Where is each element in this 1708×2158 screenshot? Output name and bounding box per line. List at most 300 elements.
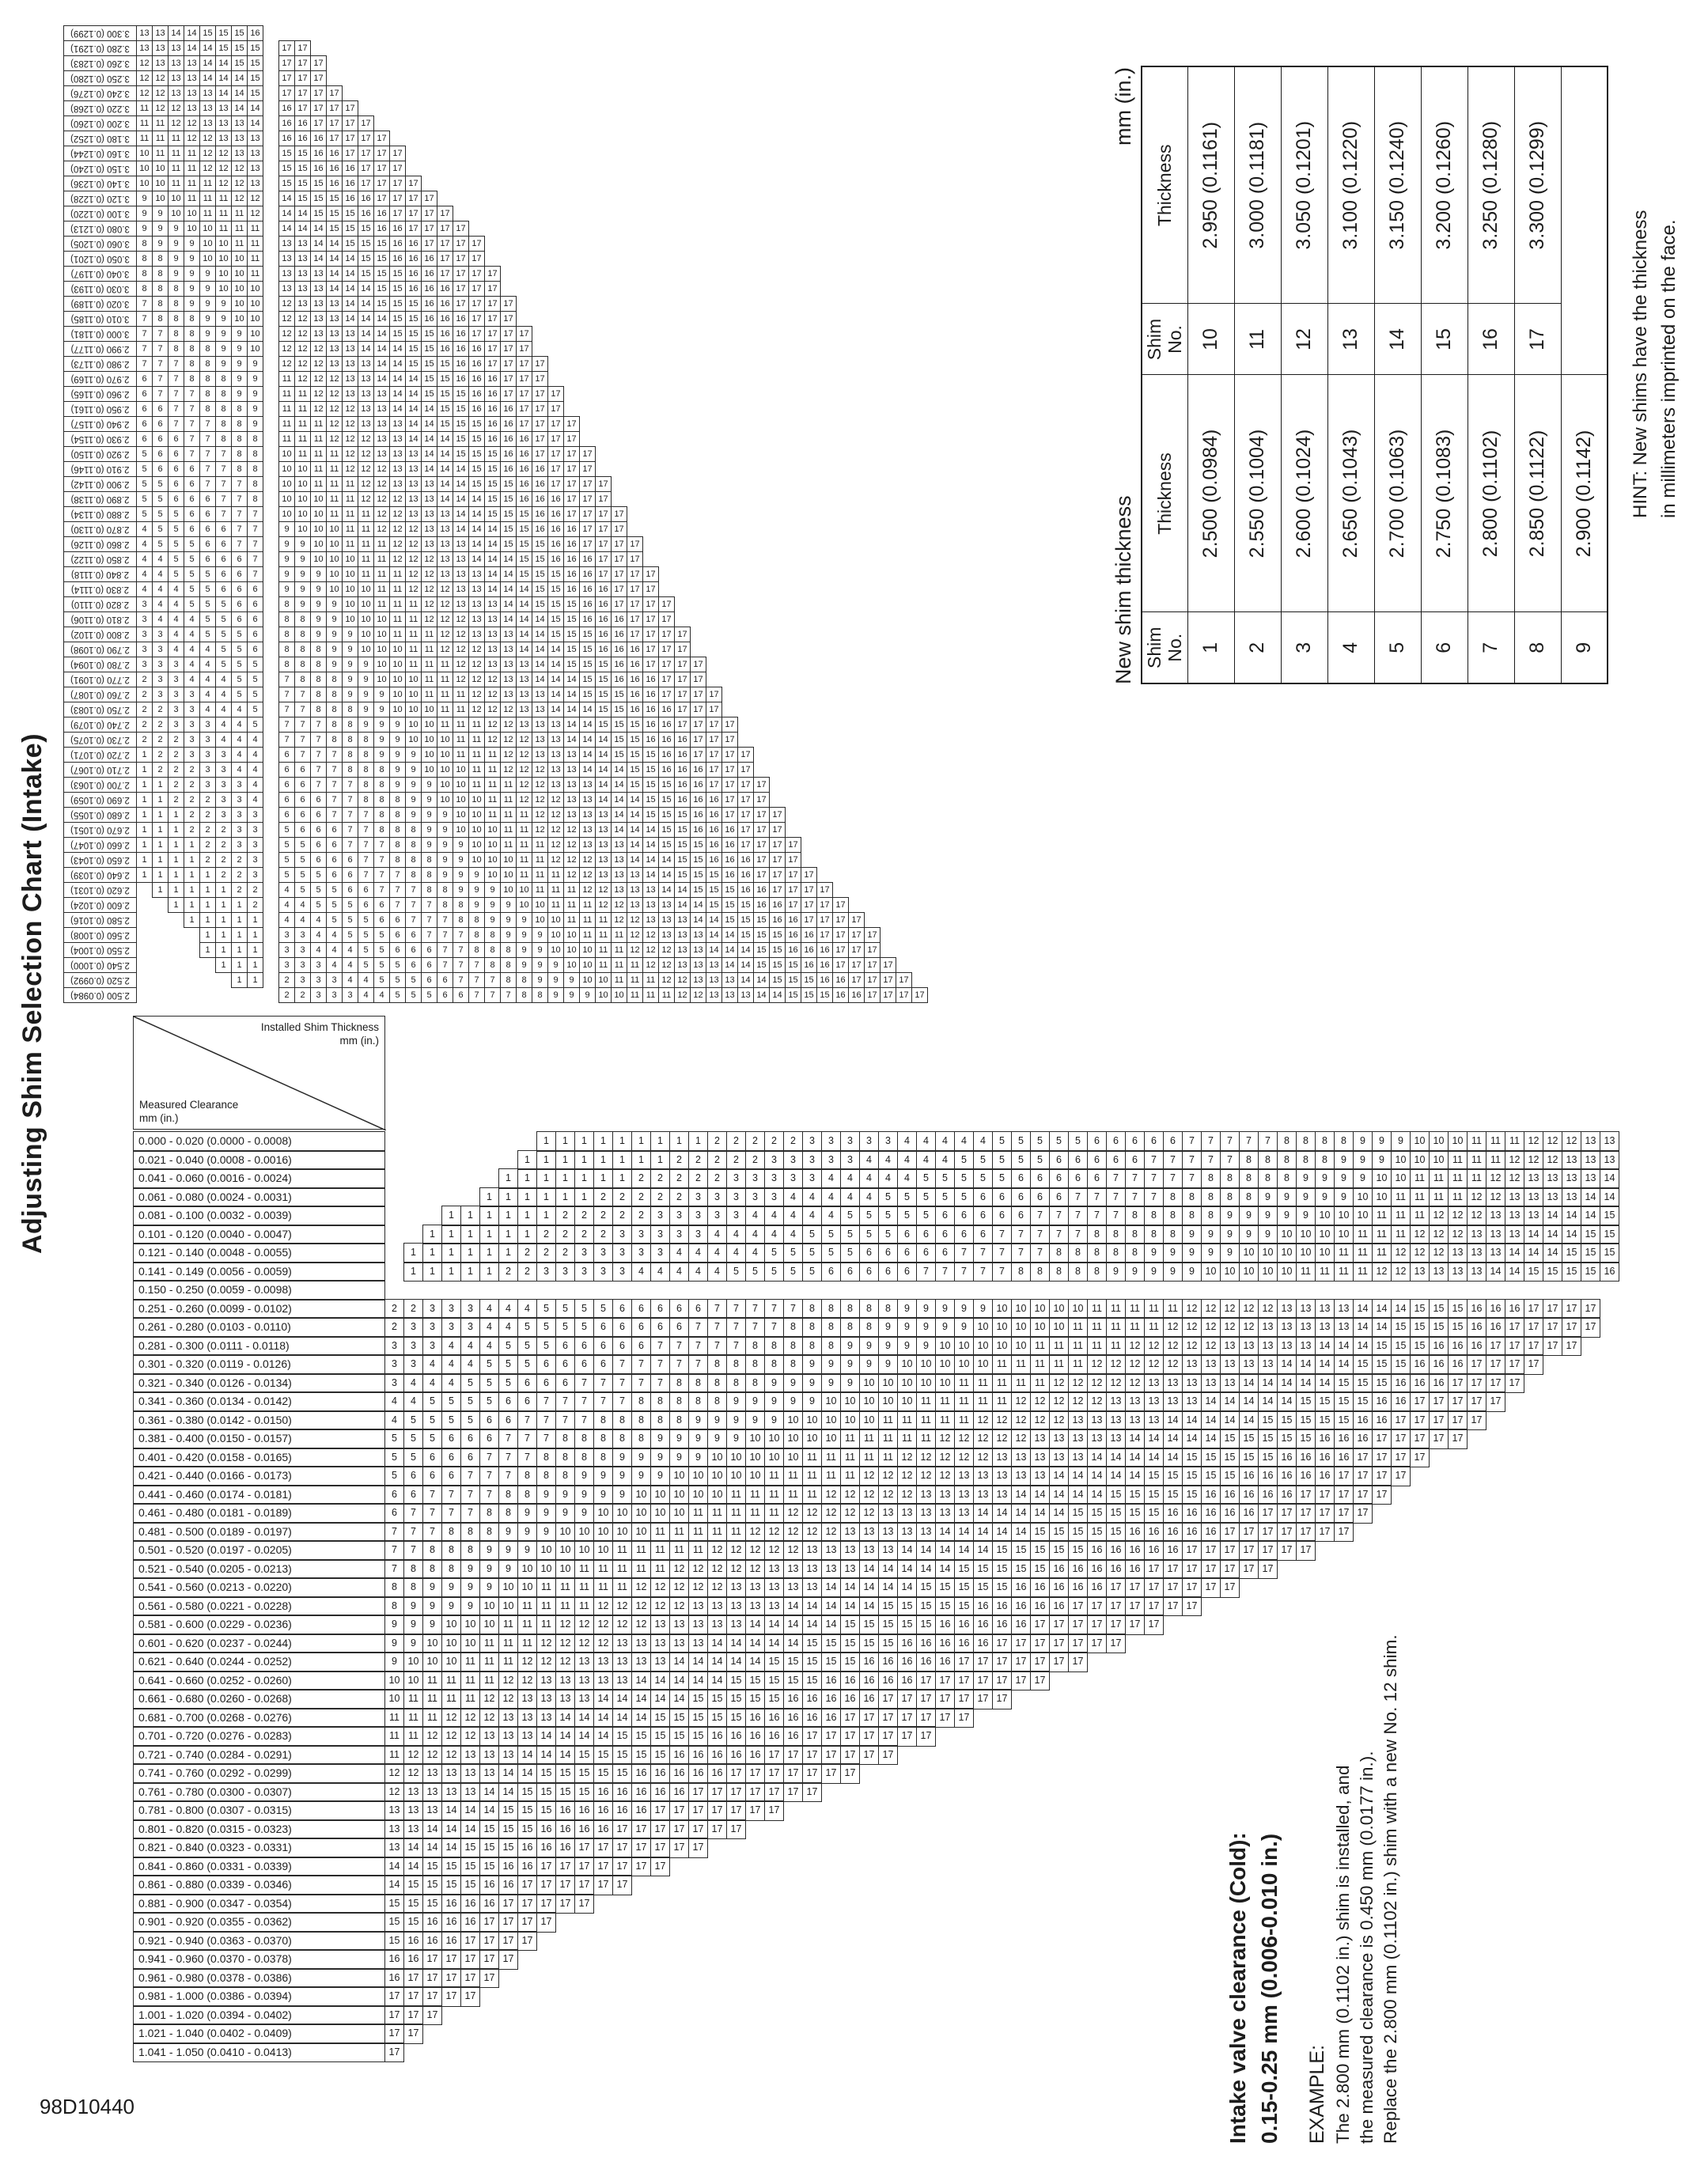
shim-number-cell: 11 xyxy=(611,942,627,958)
shim-number-cell: 17 xyxy=(516,341,532,357)
shim-number-cell: 15 xyxy=(1429,1317,1449,1338)
shim-number-cell: 17 xyxy=(706,762,722,778)
shim-number-cell: 16 xyxy=(802,1708,822,1728)
shim-number-cell: 10 xyxy=(821,1391,841,1412)
shim-number-cell: 12 xyxy=(231,176,248,191)
shim-number-cell: 4 xyxy=(278,912,295,928)
shim-number-cell: 12 xyxy=(992,1410,1012,1431)
shim-number-cell: 14 xyxy=(384,1875,404,1895)
shim-number-cell: 8 xyxy=(574,1429,594,1449)
shim-number-cell: 3 xyxy=(726,1168,746,1189)
shim-number-cell: 15 xyxy=(294,146,311,161)
shim-number-cell: 1 xyxy=(152,777,169,793)
shim-number-cell: 9 xyxy=(1144,1262,1164,1282)
shim-number-cell: 12 xyxy=(405,521,422,537)
shim-number-cell: 7 xyxy=(726,1336,746,1357)
shim-number-cell: 5 xyxy=(1011,1150,1031,1171)
shim-number-cell: 12 xyxy=(358,491,374,507)
shim-number-cell: 13 xyxy=(783,1577,803,1598)
shim-number-cell: 16 xyxy=(859,1689,879,1709)
installed-thickness-label: 2.890 (0.1138) xyxy=(63,491,137,507)
shim-number-cell: 6 xyxy=(517,1391,537,1412)
shim-number-cell: 17 xyxy=(517,1931,537,1952)
shim-number-cell: 14 xyxy=(517,1763,537,1784)
shim-number-cell: 14 xyxy=(669,1652,689,1672)
shim-number-cell: 1 xyxy=(460,1206,480,1226)
shim-number-cell: 14 xyxy=(484,581,501,597)
shim-number-cell: 10 xyxy=(422,1652,442,1672)
shim-number-cell: 15 xyxy=(783,1671,803,1691)
shim-number-cell: 8 xyxy=(764,1354,784,1375)
shim-number-cell: 11 xyxy=(373,596,390,612)
shim-number-cell: 13 xyxy=(403,1800,423,1821)
shim-number-cell: 17 xyxy=(441,1949,461,1970)
shim-number-cell: 17 xyxy=(721,747,738,763)
shim-number-cell: 17 xyxy=(342,131,358,146)
shim-number-cell: 11 xyxy=(935,1410,955,1431)
shim-number-cell: 9 xyxy=(342,672,358,687)
shim-number-cell: 13 xyxy=(1220,1336,1240,1357)
shim-number-cell: 12 xyxy=(437,581,453,597)
shim-number-cell: 12 xyxy=(136,55,153,71)
shim-number-cell: 14 xyxy=(631,1708,651,1728)
shim-number-cell: 13 xyxy=(437,551,453,567)
shim-number-cell: 10 xyxy=(437,747,453,763)
shim-number-cell: 11 xyxy=(536,1596,556,1617)
shim-number-cell: 17 xyxy=(764,1800,784,1821)
measured-clearance-label: 0.621 - 0.640 (0.0244 - 0.0252) xyxy=(133,1652,385,1672)
shim-number-cell: 11 xyxy=(421,687,437,702)
shim-number-cell: 4 xyxy=(916,1131,936,1152)
shim-number-cell: 13 xyxy=(631,1634,651,1654)
shim-number-cell: 14 xyxy=(294,221,311,237)
shim-number-cell: 16 xyxy=(1467,1299,1486,1319)
shim-number-cell: 13 xyxy=(500,642,517,657)
shim-number-cell: 1 xyxy=(215,942,232,958)
shim-number-cell: 13 xyxy=(1486,1206,1505,1226)
shim-number-cell: 4 xyxy=(247,747,263,763)
shim-number-cell: 4 xyxy=(897,1131,917,1152)
shim-number-cell: 5 xyxy=(168,536,184,552)
shim-number-cell: 8 xyxy=(555,1429,575,1449)
shim-number-cell: 9 xyxy=(199,296,216,312)
shim-number-cell: 12 xyxy=(516,792,532,808)
measured-clearance-label: 0.381 - 0.400 (0.0150 - 0.0157) xyxy=(133,1429,385,1449)
shim-number-cell: 13 xyxy=(1429,1262,1449,1282)
shim-number-cell: 12 xyxy=(1239,1317,1259,1338)
shim-number-cell: 6 xyxy=(326,837,343,853)
shim-number-cell: 4 xyxy=(764,1206,784,1226)
shim-number-cell: 17 xyxy=(310,70,327,86)
shim-number-cell: 15 xyxy=(1182,1448,1202,1468)
shim-number-cell: 9 xyxy=(389,777,406,793)
shim-number-cell: 8 xyxy=(152,311,169,327)
shim-number-cell: 12 xyxy=(389,551,406,567)
shim-number-cell: 8 xyxy=(278,611,295,627)
shim-number-cell: 4 xyxy=(215,732,232,748)
shim-number-cell: 14 xyxy=(563,672,580,687)
shim-number-cell: 10 xyxy=(547,912,564,928)
shim-number-cell: 14 xyxy=(737,942,754,958)
shim-number-cell: 10 xyxy=(973,1354,993,1375)
shim-number-cell: 14 xyxy=(650,1689,670,1709)
shim-number-cell: 10 xyxy=(215,251,232,267)
shim-number-cell: 12 xyxy=(500,732,517,748)
shim-number-cell: 14 xyxy=(783,1615,803,1635)
shim-number-cell: 5 xyxy=(199,627,216,642)
shim-number-cell: 12 xyxy=(802,1503,822,1524)
shim-number-cell: 9 xyxy=(1220,1206,1240,1226)
installed-thickness-label: 3.220 (0.1268) xyxy=(63,100,137,116)
shim-number-cell: 14 xyxy=(1125,1466,1145,1486)
shim-number-cell: 17 xyxy=(954,1671,974,1691)
shim-number-cell: 16 xyxy=(516,491,532,507)
shim-number-cell: 14 xyxy=(437,446,453,462)
shim-number-cell: 14 xyxy=(460,1819,480,1840)
shim-number-cell: 13 xyxy=(199,115,216,131)
shim-number-cell: 8 xyxy=(1125,1243,1145,1263)
shim-number-cell: 15 xyxy=(500,506,517,522)
shim-number-cell: 9 xyxy=(294,566,311,582)
shim-number-cell: 13 xyxy=(479,1726,499,1747)
shim-number-cell: 9 xyxy=(389,717,406,733)
shim-number-cell: 16 xyxy=(745,1726,765,1747)
shim-number-cell: 9 xyxy=(1220,1243,1240,1263)
shim-number-cell: 17 xyxy=(753,867,770,883)
shim-number-cell: 7 xyxy=(1163,1168,1183,1189)
shim-number-cell: 14 xyxy=(878,1559,898,1580)
shim-number-cell: 14 xyxy=(247,115,263,131)
shim-number-cell: 8 xyxy=(707,1354,727,1375)
shim-number-cell: 6 xyxy=(1087,1131,1107,1152)
shim-number-cell: 10 xyxy=(389,657,406,672)
shim-number-cell: 17 xyxy=(821,1763,841,1784)
shim-number-cell: 10 xyxy=(294,521,311,537)
shim-number-cell: 16 xyxy=(1125,1522,1145,1543)
shim-number-cell: 7 xyxy=(650,1354,670,1375)
shim-number-cell: 17 xyxy=(373,161,390,176)
shim-number-cell: 16 xyxy=(437,281,453,297)
shim-number-cell: 16 xyxy=(1220,1503,1240,1524)
shim-number-cell: 9 xyxy=(384,1615,404,1635)
shim-number-cell: 5 xyxy=(897,1206,917,1226)
new-shim-cell: 12 xyxy=(1281,304,1327,375)
shim-number-cell: 17 xyxy=(674,702,691,717)
shim-number-cell: 16 xyxy=(1353,1410,1373,1431)
shim-number-cell: 10 xyxy=(278,506,295,522)
shim-number-cell: 7 xyxy=(954,1243,974,1263)
shim-number-cell: 16 xyxy=(769,897,786,913)
shim-number-cell: 13 xyxy=(310,266,327,282)
shim-number-cell: 10 xyxy=(1258,1262,1278,1282)
shim-number-cell: 16 xyxy=(373,206,390,221)
shim-number-cell: 9 xyxy=(247,371,263,387)
shim-number-cell: 7 xyxy=(278,687,295,702)
shim-number-cell: 5 xyxy=(574,1317,594,1338)
shim-number-cell: 11 xyxy=(1505,1131,1524,1152)
shim-number-cell: 17 xyxy=(658,596,675,612)
shim-number-cell: 3 xyxy=(184,702,200,717)
shim-number-cell: 15 xyxy=(247,40,263,56)
measured-clearance-label: 0.681 - 0.700 (0.0268 - 0.0276) xyxy=(133,1708,385,1728)
shim-number-cell: 10 xyxy=(278,461,295,477)
shim-number-cell: 16 xyxy=(403,1949,423,1970)
shim-number-cell: 5 xyxy=(479,1354,499,1375)
shim-number-cell: 7 xyxy=(593,1391,613,1412)
shim-number-cell: 11 xyxy=(136,100,153,116)
shim-number-cell: 14 xyxy=(1277,1391,1297,1412)
shim-number-cell: 2 xyxy=(199,792,216,808)
shim-number-cell: 12 xyxy=(1467,1206,1486,1226)
shim-number-cell: 7 xyxy=(484,987,501,1003)
shim-number-cell: 17 xyxy=(1144,1615,1164,1635)
shim-number-cell: 7 xyxy=(1201,1150,1221,1171)
shim-number-cell: 15 xyxy=(642,747,659,763)
shim-number-cell: 12 xyxy=(484,732,501,748)
shim-number-cell: 14 xyxy=(532,611,548,627)
shim-number-cell: 14 xyxy=(916,1540,936,1561)
shim-number-cell: 9 xyxy=(1163,1262,1183,1282)
shim-number-cell: 6 xyxy=(479,1429,499,1449)
shim-number-cell: 13 xyxy=(484,627,501,642)
shim-number-cell: 17 xyxy=(1296,1540,1316,1561)
shim-number-cell: 7 xyxy=(1068,1206,1088,1226)
shim-number-cell: 11 xyxy=(484,777,501,793)
shim-number-cell: 13 xyxy=(821,1559,841,1580)
shim-number-cell: 17 xyxy=(1106,1615,1126,1635)
shim-number-cell: 16 xyxy=(563,566,580,582)
shim-number-cell: 11 xyxy=(642,987,659,1003)
shim-number-cell: 17 xyxy=(1410,1429,1430,1449)
shim-number-cell: 14 xyxy=(1144,1429,1164,1449)
shim-number-cell: 16 xyxy=(1220,1485,1240,1505)
shim-number-cell: 10 xyxy=(247,296,263,312)
shim-number-cell: 17 xyxy=(690,732,706,748)
shim-number-cell: 15 xyxy=(992,1540,1012,1561)
shim-number-cell: 15 xyxy=(954,1577,974,1598)
shim-number-cell: 15 xyxy=(726,1671,746,1691)
shim-number-cell: 9 xyxy=(669,1429,689,1449)
shim-number-cell: 16 xyxy=(532,506,548,522)
shim-number-cell: 13 xyxy=(484,596,501,612)
shim-number-cell: 15 xyxy=(441,1875,461,1895)
shim-number-cell: 14 xyxy=(707,1671,727,1691)
shim-number-cell: 5 xyxy=(184,596,200,612)
shim-number-cell: 12 xyxy=(389,521,406,537)
shim-number-cell: 11 xyxy=(500,807,517,823)
shim-number-cell: 7 xyxy=(373,882,390,898)
shim-number-cell: 2 xyxy=(199,807,216,823)
shim-number-cell: 10 xyxy=(294,491,311,507)
shim-number-cell: 13 xyxy=(405,491,422,507)
shim-number-cell: 17 xyxy=(864,957,881,973)
shim-number-cell: 16 xyxy=(1448,1354,1468,1375)
shim-number-cell: 12 xyxy=(498,1671,518,1691)
shim-number-cell: 17 xyxy=(1581,1299,1600,1319)
shim-number-cell: 9 xyxy=(231,341,248,357)
shim-number-cell: 17 xyxy=(935,1671,955,1691)
shim-number-cell: 6 xyxy=(294,807,311,823)
shim-number-cell: 14 xyxy=(389,356,406,372)
shim-number-cell: 11 xyxy=(231,221,248,237)
shim-number-cell: 15 xyxy=(516,566,532,582)
shim-number-cell: 9 xyxy=(821,1354,841,1375)
shim-number-cell: 4 xyxy=(326,927,343,943)
shim-number-cell: 13 xyxy=(612,1671,632,1691)
shim-number-cell: 9 xyxy=(460,1596,480,1617)
shim-number-cell: 16 xyxy=(992,1596,1012,1617)
shim-number-cell: 12 xyxy=(547,852,564,868)
new-shim-title-text: New shim thickness xyxy=(1112,495,1135,684)
measured-clearance-label: 0.261 - 0.280 (0.0103 - 0.0110) xyxy=(133,1317,385,1338)
shim-number-cell: 13 xyxy=(516,702,532,717)
shim-number-cell: 15 xyxy=(954,1596,974,1617)
shim-number-cell: 13 xyxy=(479,1745,499,1766)
shim-number-cell: 9 xyxy=(199,311,216,327)
shim-number-cell: 5 xyxy=(992,1168,1012,1189)
shim-number-cell: 9 xyxy=(1353,1131,1373,1152)
shim-number-cell: 1 xyxy=(517,1225,537,1245)
shim-number-cell: 17 xyxy=(468,236,485,252)
shim-number-cell: 10 xyxy=(1030,1299,1050,1319)
shim-number-cell: 5 xyxy=(783,1243,803,1263)
shim-number-cell: 13 xyxy=(690,972,706,988)
shim-number-cell: 16 xyxy=(954,1634,974,1654)
shim-number-cell: 12 xyxy=(479,1689,499,1709)
shim-number-cell: 17 xyxy=(642,627,659,642)
shim-number-cell: 15 xyxy=(1068,1540,1088,1561)
shim-number-cell: 17 xyxy=(1220,1540,1240,1561)
shim-number-cell: 13 xyxy=(935,1503,955,1524)
shim-number-cell: 14 xyxy=(611,822,627,838)
new-shim-cell: 3.300 (0.1299) xyxy=(1514,66,1561,304)
shim-number-cell: 9 xyxy=(1182,1262,1202,1282)
shim-number-cell: 11 xyxy=(1448,1150,1468,1171)
shim-number-cell: 7 xyxy=(954,1262,974,1282)
shim-number-cell: 8 xyxy=(326,687,343,702)
shim-number-cell: 13 xyxy=(1562,1150,1581,1171)
shim-number-cell: 10 xyxy=(726,1448,746,1468)
shim-number-cell: 12 xyxy=(612,1615,632,1635)
shim-number-cell: 17 xyxy=(421,221,437,237)
shim-number-cell: 7 xyxy=(1011,1243,1031,1263)
shim-number-cell: 11 xyxy=(215,206,232,221)
shim-number-cell: 8 xyxy=(136,266,153,282)
shim-number-cell: 15 xyxy=(840,1634,860,1654)
shim-number-cell: 17 xyxy=(611,581,627,597)
shim-number-cell: 2 xyxy=(231,867,248,883)
shim-number-cell: 11 xyxy=(1030,1354,1050,1375)
shim-number-cell: 6 xyxy=(326,867,343,883)
shim-number-cell: 9 xyxy=(1182,1243,1202,1263)
shim-number-cell: 16 xyxy=(1448,1336,1468,1357)
shim-number-cell: 10 xyxy=(516,882,532,898)
shim-number-cell: 11 xyxy=(517,1634,537,1654)
shim-number-cell: 5 xyxy=(498,1336,518,1357)
shim-number-cell: 4 xyxy=(935,1131,955,1152)
shim-number-cell: 6 xyxy=(136,416,153,432)
shim-number-cell: 7 xyxy=(1125,1168,1145,1189)
shim-number-cell: 9 xyxy=(278,581,295,597)
shim-number-cell: 8 xyxy=(389,822,406,838)
shim-number-cell: 15 xyxy=(516,506,532,522)
shim-number-cell: 12 xyxy=(184,131,200,146)
shim-number-cell: 13 xyxy=(721,972,738,988)
shim-number-cell: 10 xyxy=(405,717,422,733)
shim-number-cell: 6 xyxy=(152,431,169,447)
shim-number-cell: 14 xyxy=(1068,1466,1088,1486)
shim-number-cell: 10 xyxy=(1277,1225,1297,1245)
shim-number-cell: 12 xyxy=(1163,1354,1183,1375)
shim-number-cell: 12 xyxy=(405,551,422,567)
shim-number-cell: 11 xyxy=(1372,1225,1392,1245)
shim-number-cell: 10 xyxy=(745,1429,765,1449)
shim-number-cell: 12 xyxy=(1182,1317,1202,1338)
shim-number-cell: 15 xyxy=(669,1708,689,1728)
shim-number-cell: 12 xyxy=(555,1652,575,1672)
shim-number-cell: 8 xyxy=(389,807,406,823)
shim-number-cell: 10 xyxy=(215,236,232,252)
shim-number-cell: 13 xyxy=(310,281,327,297)
shim-number-cell: 16 xyxy=(690,807,706,823)
shim-number-cell: 5 xyxy=(405,972,422,988)
shim-number-cell: 13 xyxy=(595,807,612,823)
shim-number-cell: 11 xyxy=(231,206,248,221)
shim-number-cell: 16 xyxy=(579,596,596,612)
shim-number-cell: 4 xyxy=(136,581,153,597)
shim-number-cell: 7 xyxy=(669,1354,689,1375)
shim-number-cell: 4 xyxy=(247,762,263,778)
shim-number-cell: 13 xyxy=(484,642,501,657)
shim-number-cell: 15 xyxy=(437,401,453,417)
shim-number-cell: 6 xyxy=(973,1187,993,1208)
shim-number-cell: 1 xyxy=(199,912,216,928)
shim-number-cell: 15 xyxy=(1201,1448,1221,1468)
shim-number-cell: 17 xyxy=(658,611,675,627)
shim-number-cell: 15 xyxy=(627,717,643,733)
shim-number-cell: 4 xyxy=(726,1243,746,1263)
shim-number-cell: 17 xyxy=(954,1708,974,1728)
shim-number-cell: 11 xyxy=(1049,1354,1069,1375)
shim-number-cell: 15 xyxy=(611,702,627,717)
shim-number-cell: 16 xyxy=(484,431,501,447)
shim-number-cell: 12 xyxy=(1448,1206,1468,1226)
shim-number-cell: 17 xyxy=(498,1912,518,1933)
shim-number-cell: 10 xyxy=(840,1410,860,1431)
shim-number-cell: 17 xyxy=(358,161,374,176)
shim-number-cell: 9 xyxy=(215,341,232,357)
shim-number-cell: 8 xyxy=(231,431,248,447)
shim-number-cell: 5 xyxy=(460,1391,480,1412)
shim-number-cell: 5 xyxy=(574,1299,594,1319)
shim-number-cell: 16 xyxy=(1030,1577,1050,1598)
shim-number-cell: 17 xyxy=(707,1800,727,1821)
shim-number-cell: 9 xyxy=(422,1577,442,1598)
shim-number-cell: 17 xyxy=(1562,1317,1581,1338)
shim-number-cell: 14 xyxy=(278,206,295,221)
shim-number-cell: 6 xyxy=(992,1187,1012,1208)
shim-number-cell: 16 xyxy=(688,1763,708,1784)
shim-number-cell: 1 xyxy=(152,882,169,898)
shim-number-cell: 10 xyxy=(294,461,311,477)
shim-number-cell: 5 xyxy=(342,897,358,913)
shim-number-cell: 11 xyxy=(342,476,358,492)
shim-number-cell: 17 xyxy=(1163,1577,1183,1598)
shim-number-cell: 5 xyxy=(1030,1150,1050,1171)
shim-number-cell: 3 xyxy=(631,1225,651,1245)
shim-number-cell: 6 xyxy=(916,1243,936,1263)
shim-number-cell: 7 xyxy=(612,1391,632,1412)
